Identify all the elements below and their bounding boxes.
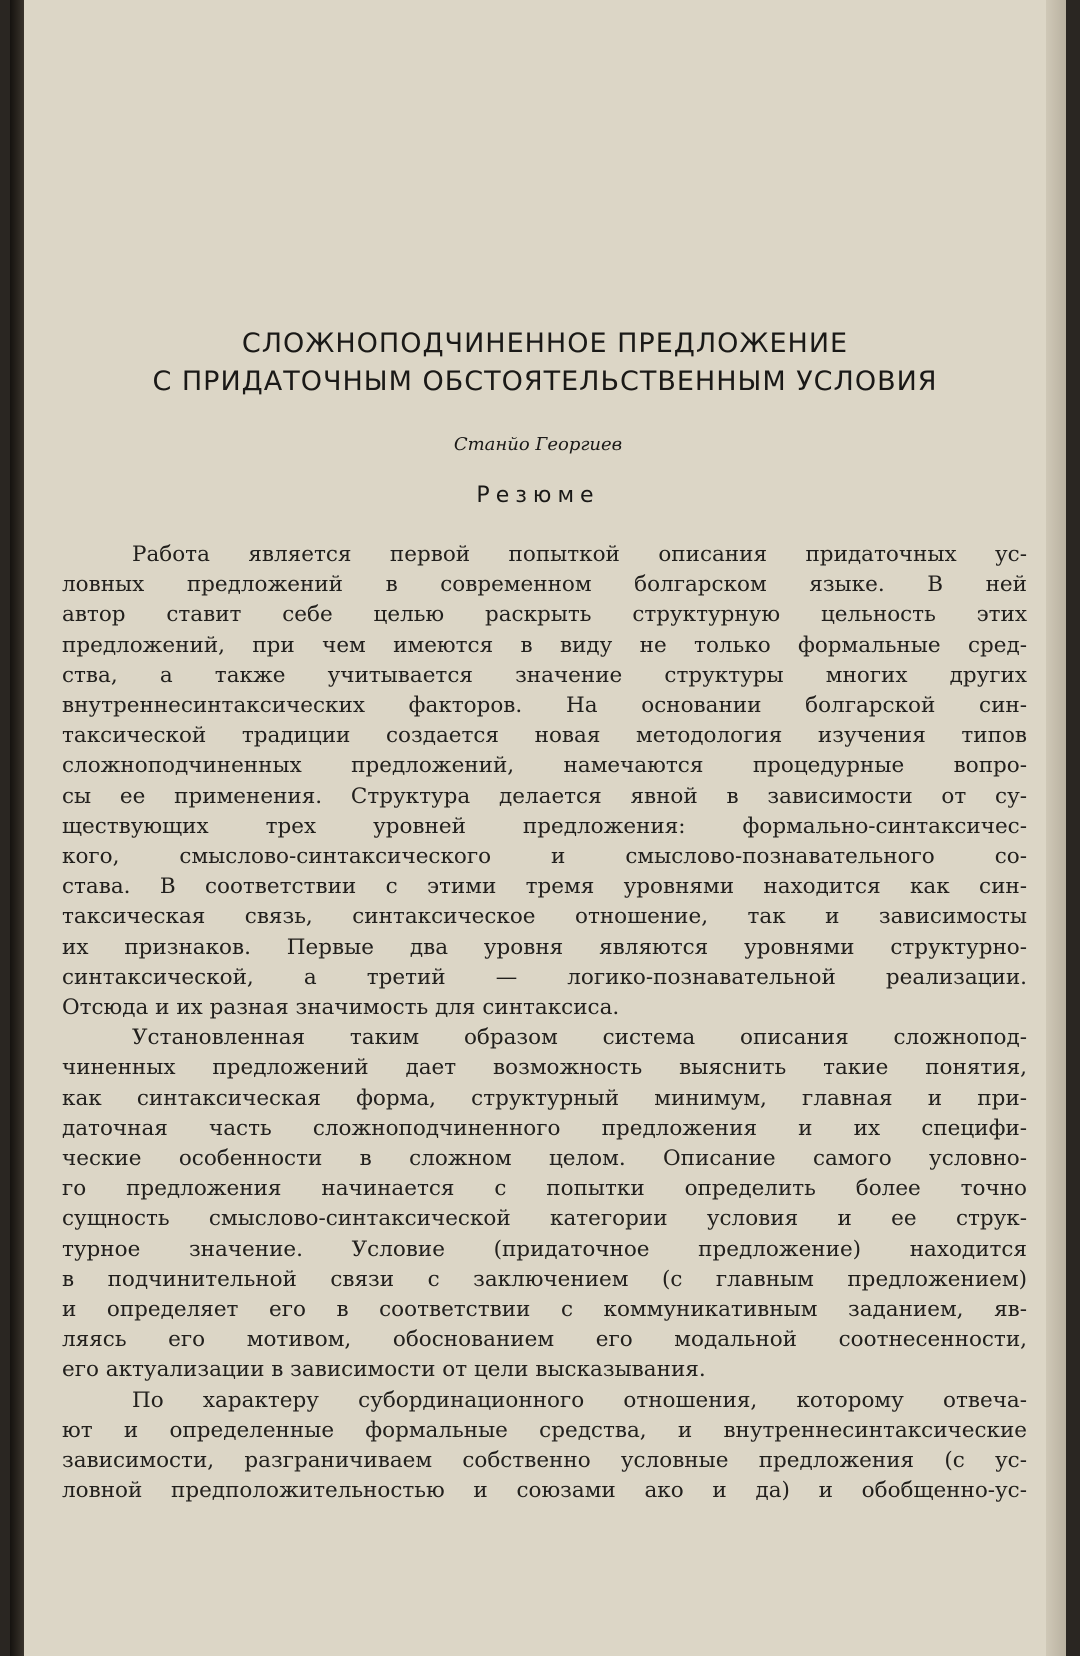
text-line: их признаков. Первые два уровня являются уровнями структурно-	[62, 934, 1027, 960]
text-line: внутреннесинтаксических факторов. На основании болгарской син-	[62, 693, 1027, 719]
article-title	[130, 325, 960, 401]
text-line: сущность смыслово-синтаксической категории условия и ее струк-	[62, 1206, 1027, 1232]
text-line: как синтаксическая форма, структурный минимум, главная и при-	[62, 1085, 1027, 1111]
document-page	[10, 0, 1066, 1656]
title-line-1: СЛОЖНОПОДЧИНЕННОЕ ПРЕДЛОЖЕНИЕ	[241, 328, 849, 359]
text-line: ства, а также учитывается значение структуры многих других	[62, 662, 1027, 688]
text-line: даточная часть сложноподчиненного предложения и их специфи-	[62, 1115, 1027, 1141]
text-line: турное значение. Условие (придаточное предложение) находится	[62, 1236, 1027, 1262]
text-line: Отсюда и их разная значимость для синтаксиса.	[62, 995, 620, 1021]
text-line: го предложения начинается с попытки определить более точно	[62, 1176, 1027, 1202]
binding-edge	[10, 0, 24, 1656]
title-line-2: С ПРИДАТОЧНЫМ ОБСТОЯТЕЛЬСТВЕННЫМ УСЛОВИЯ	[152, 366, 938, 397]
text-line: ческие особенности в сложном целом. Описание самого условно-	[62, 1146, 1027, 1172]
page-edge	[1046, 0, 1066, 1656]
text-line: ляясь его мотивом, обоснованием его модальной соотнесенности,	[62, 1327, 1027, 1353]
body-text	[62, 540, 1027, 1507]
text-line: По характеру субординационного отношения, которому отвеча-	[132, 1387, 1027, 1413]
text-line: ловной предположительностью и союзами ако и да) и обобщенно-ус-	[62, 1478, 1027, 1504]
text-line: таксическая связь, синтаксическое отношение, так и зависимосты	[62, 904, 1027, 930]
text-line: предложений, при чем имеются в виду не только формальные сред-	[62, 632, 1027, 658]
text-line: ют и определенные формальные средства, и внутреннесинтаксические	[62, 1417, 1027, 1443]
text-line: чиненных предложений дает возможность выяснить такие понятия,	[62, 1055, 1027, 1081]
text-line: и определяет его в соответствии с коммуникативным заданием, яв-	[62, 1297, 1027, 1323]
text-line: таксической традиции создается новая методология изучения типов	[62, 723, 1027, 749]
text-line: става. В соответствии с этими тремя уровнями находится как син-	[62, 874, 1027, 900]
text-line: кого, смыслово-синтаксического и смыслово-познавательного со-	[62, 844, 1027, 870]
text-line: синтаксической, а третий — логико-познавательной реализации.	[62, 964, 1027, 990]
text-line: автор ставит себе целью раскрыть структурную цельность этих	[62, 602, 1027, 628]
text-line: ловных предложений в современном болгарском языке. В ней	[62, 572, 1027, 598]
text-line: Работа является первой попыткой описания придаточных ус-	[132, 542, 1027, 567]
text-line: сы ее применения. Структура делается явной в зависимости от су-	[62, 783, 1027, 809]
text-line: Установленная таким образом система описания сложнопод-	[132, 1025, 1027, 1051]
section-heading: Резюме	[476, 483, 600, 508]
text-line: его актуализации в зависимости от цели высказывания.	[62, 1357, 706, 1383]
text-line: в подчинительной связи с заключением (с главным предложением)	[62, 1266, 1027, 1292]
text-line: ществующих трех уровней предложения: формально-синтаксичес-	[62, 813, 1027, 839]
text-line: зависимости, разграничиваем собственно условные предложения (с ус-	[62, 1448, 1027, 1474]
text-line: сложноподчиненных предложений, намечаются процедурные вопро-	[62, 753, 1027, 779]
author-name: Станйо Георгиев	[453, 434, 623, 455]
